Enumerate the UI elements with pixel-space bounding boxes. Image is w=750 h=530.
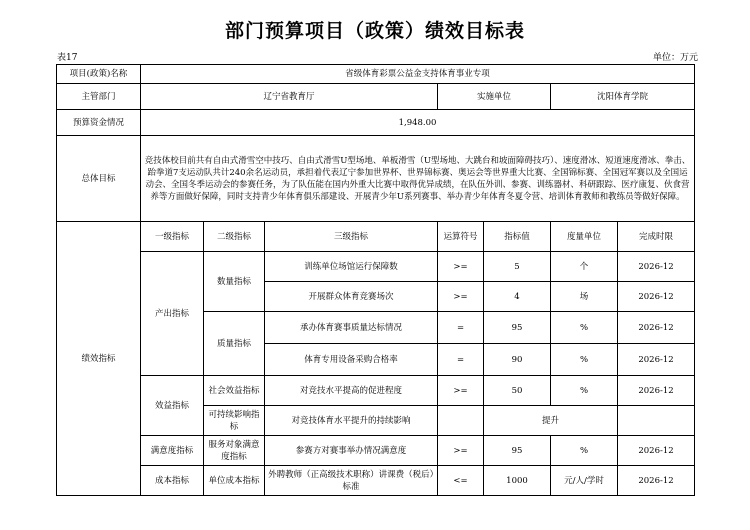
indicator-value: 提升 [484,406,618,436]
project-name-label: 项目(政策)名称 [57,65,141,84]
indicator-name: 承办体育赛事质量达标情况 [265,312,438,344]
budget-label: 预算资金情况 [57,110,141,136]
budget-row [57,110,695,136]
indicator-value: 95 [484,312,551,344]
indicator-value: 90 [484,344,551,376]
indicator-name: 参赛方对赛事举办情况满意度 [265,436,438,466]
header-unit: 度量单位 [551,222,618,252]
goal-label: 总体目标 [57,136,141,222]
group-sustain: 可持续影响指标 [204,406,265,436]
indicator-deadline: 2026-12 [618,312,695,344]
goal-row [57,136,695,222]
group-social: 社会效益指标 [204,376,265,406]
goal-text: 竞技体校目前共有自由式滑雪空中技巧、自由式滑雪U型场地、单板滑雪（U型场地、大跳台和坡面障碍技巧）、速度滑冰、短道速度滑冰、拳击、跆拳道7支运动队共计240余名运动员，承担着代表辽宁参加世界杯、世界锦标赛、奥运会等世界重大比赛、全国锦标赛、全国冠军赛以及全国运动会、全国冬季运动会的参赛任务，为了队伍能在国内外重大比赛中取得优异成绩，在队伍外训、参赛、训练器材、科研跟踪、医疗康复、伙食营养等方面做好保障，同时支持青少年体育俱乐部建设、开展青少年U系列赛事、举办青少年体育冬夏令营、培训体育教师和教练员等做好保障。 [141,136,695,222]
dept-label: 主管部门 [57,84,141,110]
project-name-value: 省级体育彩票公益金支持体育事业专项 [141,65,695,84]
group-unit-cost: 单位成本指标 [204,466,265,496]
page-title: 部门预算项目（政策）绩效目标表 [224,20,525,42]
table-row [57,436,695,466]
indicator-name: 外聘教师（正高级技术职称）讲课费（税后）标准 [265,466,438,496]
indicator-deadline: 2026-12 [618,252,695,282]
indicator-unit: % [551,376,618,406]
indicator-header-row [57,222,695,252]
table-row [57,252,695,282]
header-level3: 三级指标 [265,222,438,252]
header-value: 指标值 [484,222,551,252]
dept-row [57,84,695,110]
table-row [57,466,695,496]
impl-label: 实施单位 [438,84,551,110]
indicator-operator [438,406,484,436]
indicator-unit: 个 [551,252,618,282]
unit-label: 单位：万元 [652,53,698,63]
indicator-unit: % [551,312,618,344]
group-output: 产出指标 [141,252,204,376]
indicator-deadline [618,406,695,436]
header-level1: 一级指标 [141,222,204,252]
project-name-row [57,65,695,84]
indicator-name: 开展群众体育竞赛场次 [265,282,438,312]
indicator-name: 训练单位场馆运行保障数 [265,252,438,282]
impl-value: 沈阳体育学院 [551,84,695,110]
perf-label: 绩效指标 [57,222,141,496]
indicator-value: 4 [484,282,551,312]
indicator-unit: 场 [551,282,618,312]
table-number: 表17 [57,53,78,63]
indicator-name: 对竞技体育水平提升的持续影响 [265,406,438,436]
group-quality: 质量指标 [204,312,265,376]
indicator-unit: % [551,436,618,466]
indicator-value: 95 [484,436,551,466]
indicator-deadline: 2026-12 [618,436,695,466]
indicator-operator: = [438,312,484,344]
indicator-operator: >= [438,436,484,466]
indicator-value: 50 [484,376,551,406]
table-row [57,376,695,406]
indicator-deadline: 2026-12 [618,466,695,496]
indicator-deadline: 2026-12 [618,344,695,376]
indicator-operator: >= [438,282,484,312]
header-deadline: 完成时限 [618,222,695,252]
indicator-name: 体育专用设备采购合格率 [265,344,438,376]
group-satisfaction: 满意度指标 [141,436,204,466]
group-service: 服务对象满意度指标 [204,436,265,466]
indicator-deadline: 2026-12 [618,376,695,406]
performance-goal-table [56,64,695,496]
header-level2: 二级指标 [204,222,265,252]
group-cost: 成本指标 [141,466,204,496]
indicator-operator: <= [438,466,484,496]
indicator-operator: >= [438,252,484,282]
indicator-value: 5 [484,252,551,282]
header-operator: 运算符号 [438,222,484,252]
indicator-name: 对竞技水平提高的促进程度 [265,376,438,406]
dept-value: 辽宁省教育厅 [141,84,438,110]
budget-value: 1,948.00 [141,110,695,136]
indicator-operator: >= [438,376,484,406]
indicator-unit: 元/人/学时 [551,466,618,496]
indicator-value: 1000 [484,466,551,496]
indicator-deadline: 2026-12 [618,282,695,312]
group-benefit: 效益指标 [141,376,204,436]
indicator-unit: % [551,344,618,376]
indicator-operator: = [438,344,484,376]
group-quantity: 数量指标 [204,252,265,312]
